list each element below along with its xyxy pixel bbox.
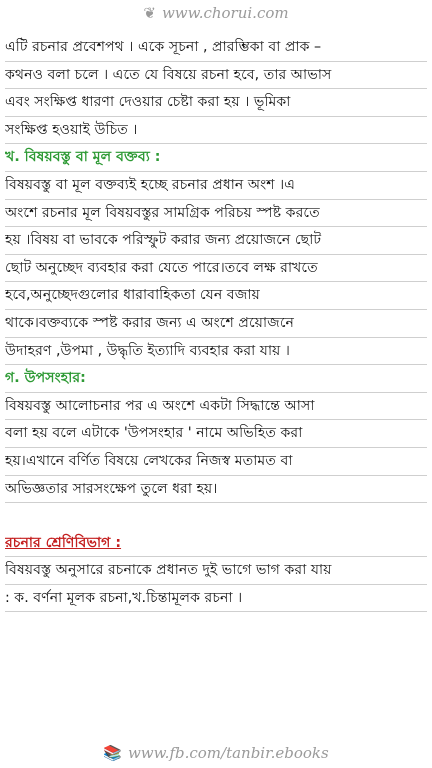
main-content-line: হবে,অনুচ্ছেদগুলোর ধারাবাহিকতা যেন বজায় — [5, 282, 427, 310]
conclusion-line: অভিজ্ঞতার সারসংক্ষেপ তুলে ধরা হয়। — [5, 476, 427, 504]
conclusion-line: বলা হয় বলে এটাকে 'উপসংহার ' নামে অভিহিত করা — [5, 420, 427, 448]
main-content-line: অংশে রচনার মূল বিষয়বস্তুর সামগ্রিক পরিচয় স্পষ্ট করতে — [5, 200, 427, 228]
watermark-top-text: www.chorui.com — [161, 4, 289, 22]
books-icon: 📚 — [103, 744, 122, 762]
conclusion-line: বিষয়বস্তু আলোচনার পর এ অংশে একটা সিদ্ধান্তে আসা — [5, 393, 427, 421]
intro-line: এবং সংক্ষিপ্ত ধারণা দেওয়ার চেষ্টা করা হয় । ভূমিকা — [5, 89, 427, 117]
butterfly-icon: ❦ — [143, 4, 156, 22]
main-content-line: ছোট অনুচ্ছেদ ব্যবহার করা যেতে পারে।তবে লক্ষ রাখতে — [5, 255, 427, 283]
conclusion-line: হয়।এখানে বর্ণিত বিষয়ে লেখকের নিজস্ব মতামত বা — [5, 448, 427, 476]
main-content-line: বিষয়বস্তু বা মূল বক্তব্যই হচ্ছে রচনার প্রধান অংশ ।এ — [5, 172, 427, 200]
watermark-top — [0, 4, 432, 22]
watermark-bottom-text: www.fb.com/tanbir.ebooks — [127, 744, 329, 762]
intro-line: সংক্ষিপ্ত হওয়াই উচিত । — [5, 117, 427, 145]
main-content-line: উদাহরণ ,উপমা , উদ্ধৃতি ইত্যাদি ব্যবহার করা যায় । — [5, 338, 427, 366]
heading-conclusion: গ. উপসংহার: — [5, 365, 427, 393]
main-content-line: হয় ।বিষয় বা ভাবকে পরিস্ফুট করার জন্য প্রয়োজনে ছোট — [5, 227, 427, 255]
intro-line: এটি রচনার প্রবেশপথ । একে সূচনা , প্রারম্ভিকা বা প্রাক – — [5, 34, 427, 62]
intro-line: কথনও বলা চলে । এতে যে বিষয়ে রচনা হবে, তার আভাস — [5, 62, 427, 90]
document-body — [5, 34, 427, 612]
heading-main-content: খ. বিষয়বস্তু বা মূল বক্তব্য : — [5, 144, 427, 172]
main-content-line: থাকে।বক্তব্যকে স্পষ্ট করার জন্য এ অংশে প্রয়োজনে — [5, 310, 427, 338]
spacer — [5, 503, 427, 530]
watermark-bottom — [0, 744, 432, 762]
heading-classification: রচনার শ্রেণিবিভাগ : — [5, 530, 427, 558]
classification-line: বিষয়বস্তু অনুসারে রচনাকে প্রধানত দুই ভাগে ভাগ করা যায় — [5, 557, 427, 585]
classification-line: : ক. বর্ণনা মূলক রচনা,খ.চিন্তামূলক রচনা । — [5, 585, 427, 613]
